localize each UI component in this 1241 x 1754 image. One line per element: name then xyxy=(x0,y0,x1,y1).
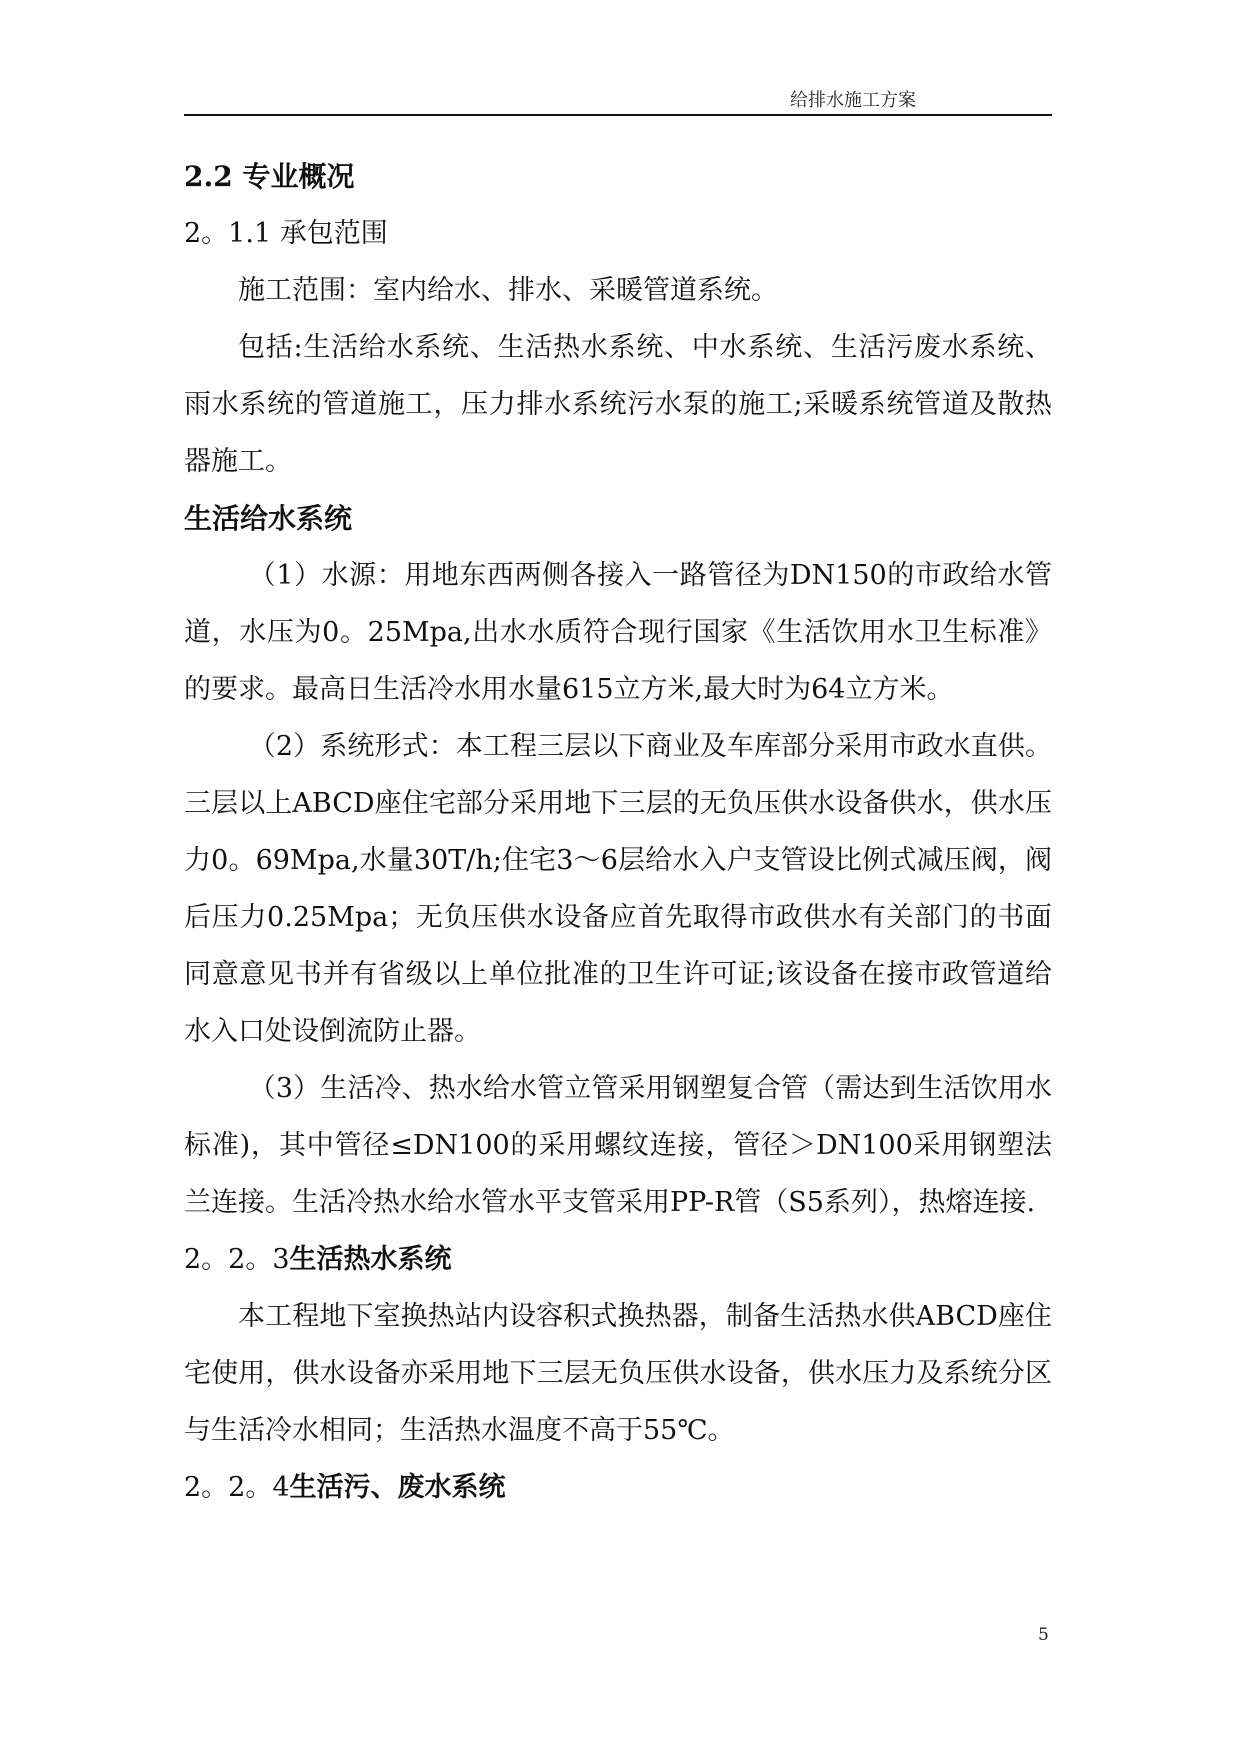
paragraph-pipe-materials: （3）生活冷、热水给水管立管采用钢塑复合管（需达到生活饮用水标准)，其中管径≤DN100的采用螺纹连接，管径＞DN100采用钢塑法兰连接。生活冷热水给水管水平支管采用PP-R管（S5系列），热熔连接. xyxy=(184,1073,1052,1218)
page-number: 5 xyxy=(1038,1625,1049,1645)
subsection-heading-2-2-3 xyxy=(184,1231,1052,1288)
paragraph-hot-water-system: 本工程地下室换热站内设容积式换热器，制备生活热水供ABCD座住宅使用，供水设备亦采用地下三层无负压供水设备，供水压力及系统分区与生活冷水相同；生活热水温度不高于55℃。 xyxy=(184,1301,1052,1446)
page-content xyxy=(184,148,1052,1516)
paragraph-system-form: （2）系统形式：本工程三层以下商业及车库部分采用市政水直供。三层以上ABCD座住宅部分采用地下三层的无负压供水设备供水，供水压力0。69Mpa,水量30T/h;住宅3～6层给水入户支管设比例式减压阀，阀后压力0.25Mpa；无负压供水设备应首先取得市政供水有关部门的书面同意意见书并有省级以上单位批准的卫生许可证;该设备在接市政管道给水入口处设倒流防止器。 xyxy=(184,731,1052,1047)
paragraph-water-source: （1）水源：用地东西两侧各接入一路管径为DN150的市政给水管道，水压为0。25Mpa,出水水质符合现行国家《生活饮用水卫生标准》的要求。最高日生活冷水用水量615立方米,最大时为64立方米。 xyxy=(184,560,1052,705)
paragraph-scope-includes: 包括:生活给水系统、生活热水系统、中水系统、生活污废水系统、雨水系统的管道施工，压力排水系统污水泵的施工;采暖系统管道及散热器施工。 xyxy=(184,332,1052,477)
subsection-title-hot-water: 生活热水系统 xyxy=(289,1244,452,1275)
running-header: 给排水施工方案 xyxy=(790,90,916,111)
subsection-heading-2-1-1: 2。1.1 承包范围 xyxy=(184,218,388,249)
section-heading-2-2: 2.2 专业概况 xyxy=(184,160,355,193)
header-divider xyxy=(184,114,1052,116)
subsection-title-waste-water: 生活污、废水系统 xyxy=(289,1472,506,1503)
paragraph-construction-scope: 施工范围：室内给水、排水、采暖管道系统。 xyxy=(238,275,778,306)
subsection-heading-2-2-4 xyxy=(184,1459,1052,1516)
heading-domestic-water-supply: 生活给水系统 xyxy=(184,502,353,535)
subsection-number-2-2-4: 2。2。4 xyxy=(184,1472,290,1503)
subsection-number-2-2-3: 2。2。3 xyxy=(184,1244,290,1275)
